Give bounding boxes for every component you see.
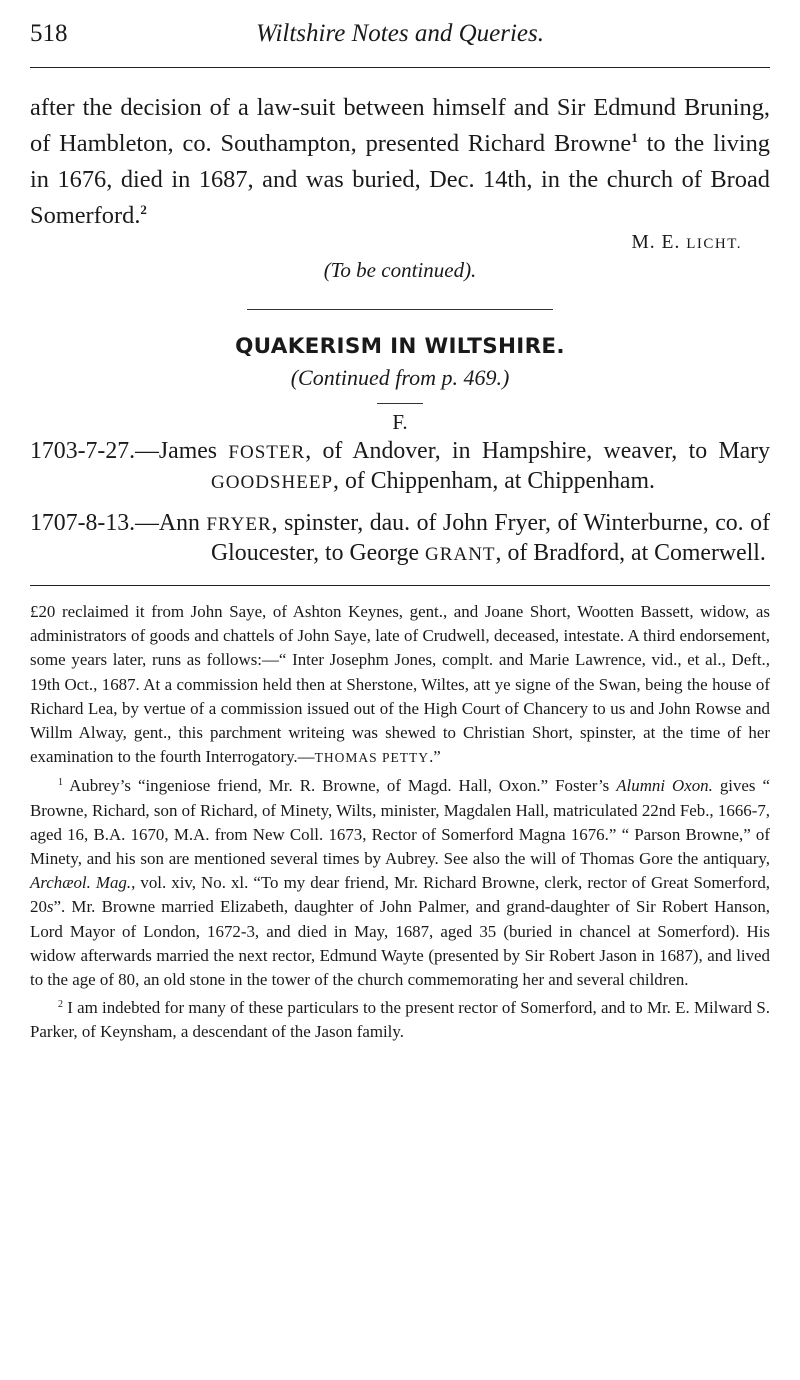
page-number: 518	[30, 20, 68, 47]
footnote-2: $^2$ I am indebted for many of these particulars to the present rector of Somerford, and to Mr. E. Milward S. Parker, of Keynsham, a descendant of the Jason family.	[30, 998, 770, 1042]
section-divider	[247, 309, 553, 310]
to-be-continued-note: (To be continued).	[323, 258, 477, 282]
footnote-1: $^1$ Aubrey’s “ingeniose friend, Mr. R. Browne, of Magd. Hall, Oxon.” Foster’s Alumni Oxon. gives “ Browne, Richard, son of Richard, of Minety, Wilts, minister, Magdalen Hall, matriculated 22nd Feb., 1666-7, aged 16, B.A. 1670, M.A. from New Coll. 1673, Rector of Somerford Magna 1676.” “ Parson Browne,” of Minety, and his son are mentioned several times by Aubrey. See also the will of Thomas Gore the antiquary, Archæol. Mag., vol. xiv, No. xl. “To my dear friend, Mr. Richard Browne, clerk, rector of Great Somerford, 20s”. Mr. Browne married Elizabeth, daughter of John Palmer, and grand-daughter of Sir Robert Hanson, Lord Mayor of London, 1672-3, and died in May, 1687, aged 35 (buried in chancel at Somerford). His widow afterwards married the next rector, Edmund Wayte (presented by Sir Robert Jason in 1687), and lived to the age of 80, an old stone in the tower of the church commemorating her and several children.	[30, 776, 770, 990]
page-header	[30, 0, 770, 56]
entry-date: 1703-7-27.	[30, 438, 136, 464]
author-signature: M. E. LICHT.	[631, 232, 742, 253]
header-rule	[30, 67, 770, 68]
section-subtitle: (Continued from p. 469.)	[290, 365, 510, 390]
footnote-rule	[30, 585, 770, 586]
footnote-ref-2: 2	[140, 202, 147, 217]
continuation-paragraph: after the decision of a law-suit between himself and Sir Edmund Bruning, of Hambleton, co. Southampton, presented Richard Browne$^1$ to the living in 1676, died in 1687, and was buried, Dec. 14th, in the church of Broad Somerford.$^2$	[30, 94, 770, 229]
entry-date: 1707-8-13.	[30, 510, 136, 536]
section-title: QUAKERISM IN WILTSHIRE.	[235, 334, 565, 359]
marriage-entry: 1703-7-27.—James FOSTER, of Andover, in Hampshire, weaver, to Mary GOODSHEEP, of Chippenham, at Chippenham.	[30, 438, 771, 494]
footnote-carryover: £20 reclaimed it from John Saye, of Ashton Keynes, gent., and Joane Short, Wootten Bassett, widow, as administrators of goods and chattels of John Saye, late of Crudwell, deceased, intestate. A third endorsement, some years later, runs as follows:—“ Inter Josephm Jones, complt. and Marie Lawrence, vid., et al., Deft., 19th Oct., 1687. At a commission held then at Sherstone, Wiltes, att ye signe of the Swan, being the house of Richard Lea, by vertue of a commission issued out of the High Court of Chancery to us and John Rowse and Willm Alway, gent., this parchment writeing was shewed to Christian Short, spinster, at the time of her examination to the fourth Interrogatory.—THOMAS PETTY.”	[30, 602, 770, 767]
section-letter: F.	[392, 410, 408, 434]
footnotes	[30, 600, 770, 1045]
subtitle-divider	[377, 403, 423, 404]
footnote-ref-1: 1	[631, 130, 638, 145]
marriage-entry: 1707-8-13.—Ann FRYER, spinster, dau. of John Fryer, of Winterburne, co. of Gloucester, to George GRANT, of Bradford, at Comerwell.	[30, 510, 770, 566]
running-title: Wiltshire Notes and Queries.	[256, 20, 544, 47]
